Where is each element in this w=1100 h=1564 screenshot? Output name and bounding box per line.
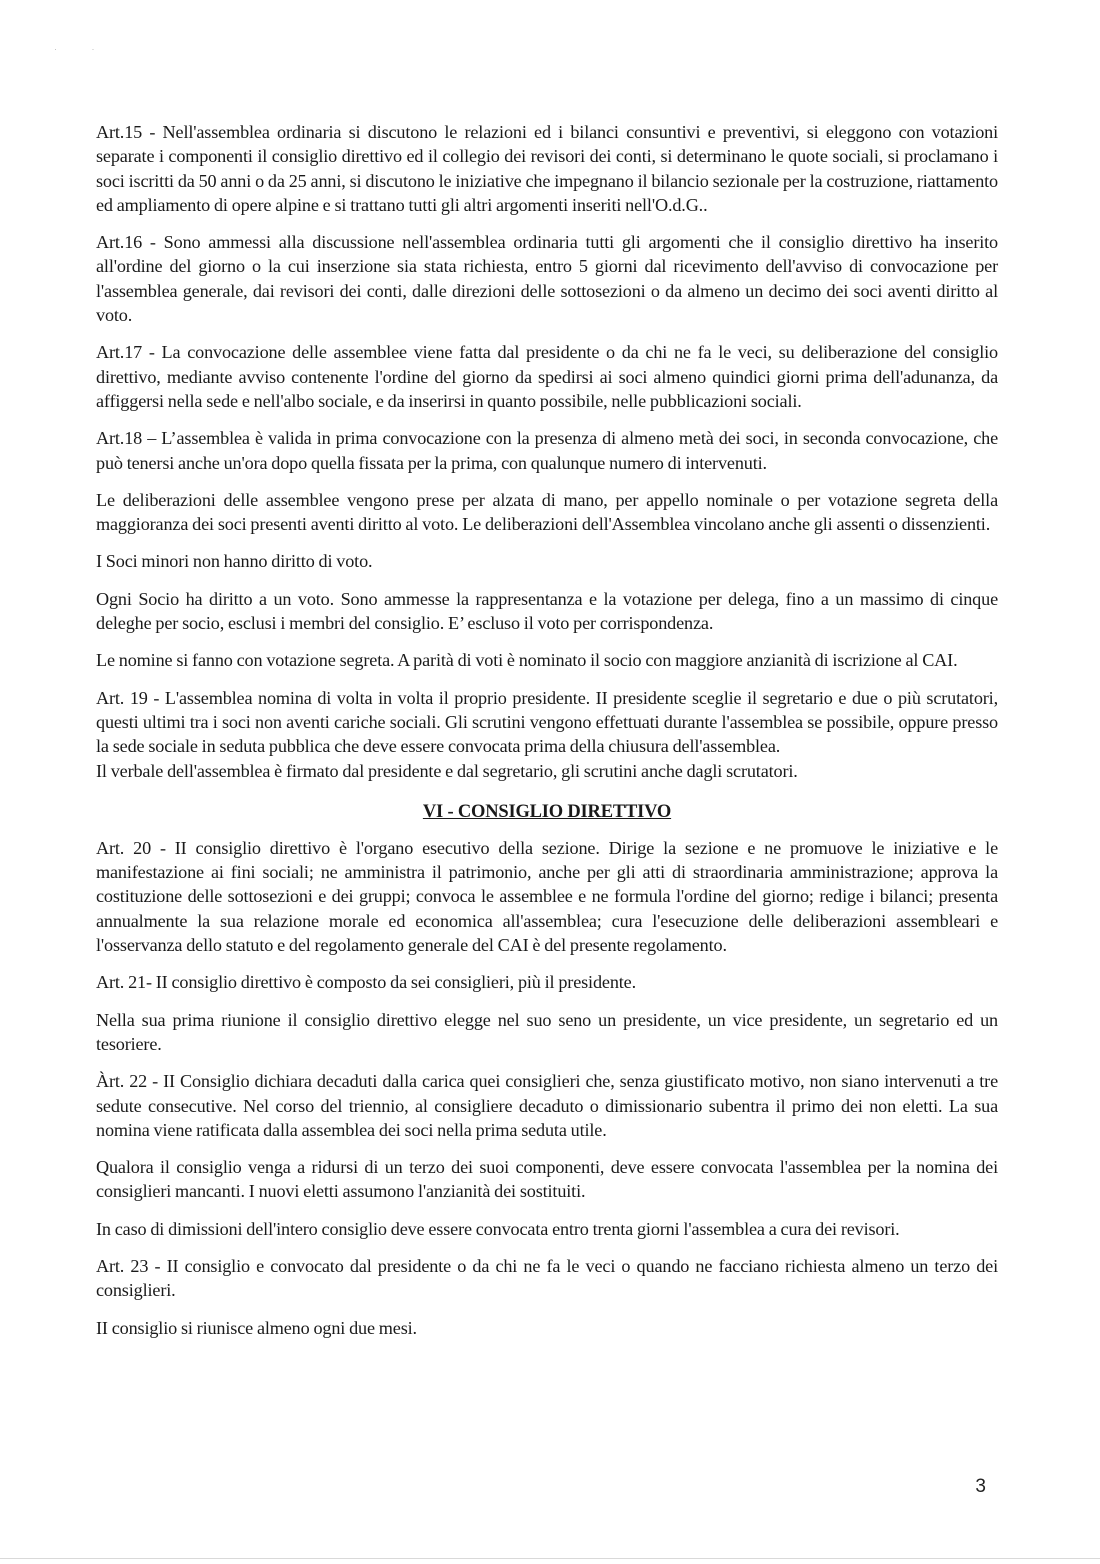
appointments-paragraph: Le nomine si fanno con votazione segreta. A parità di voti è nominato il socio con maggiore anzianità di iscrizione al CAI. [96, 650, 958, 671]
art-20-paragraph: Art. 20 - II consiglio direttivo è l'organo esecutivo della sezione. Dirige la sezione e ne promuove le iniziative e le manifestazione ai fini sociali; ne amministra il patrimonio, anche per gli atti di straordinaria amministrazione; approva la costituzione delle sottosezioni e dei gruppi; convoca le assemblee e ne formula l'ordine del giorno; redige i bilanci; presenta annualmente la sua relazione morale ed economica all'assemblea; cura l'esecuzione delle deliberazioni assembleari e l'osservanza dello statuto e del regolamento generale del CAI è del presente regolamento. [96, 837, 998, 956]
page-number: 3 [975, 1476, 986, 1497]
resignation-paragraph: In caso di dimissioni dell'intero consiglio deve essere convocata entro trenta giorni l'assemblea a cura dei revisori. [96, 1218, 900, 1239]
scan-edge-line [0, 1558, 1100, 1559]
section-title: VI - CONSIGLIO DIRETTIVO [422, 801, 672, 822]
minutes-paragraph: Il verbale dell'assemblea è firmato dal presidente e dal segretario, gli scrutini anche dagli scrutatori. [96, 760, 798, 781]
art-15-paragraph: Art.15 - Nell'assemblea ordinaria si discutono le relazioni ed i bilanci consuntivi e preventivi, si eleggono con votazioni separate i componenti il consiglio direttivo ed il collegio dei revisori dei conti, si determinano le quote sociali, si proclamano i soci iscritti da 50 anni o da 25 anni, si discutono le iniziative che impegnano il bilancio sezionale per la costruzione, riattamento ed ampliamento di opere alpine e si trattano tutti gli altri argomenti inseriti nell'O.d.G.. [96, 122, 998, 215]
deliberations-paragraph: Le deliberazioni delle assemblee vengono prese per alzata di mano, per appello nominale o per votazione segreta della maggioranza dei soci presenti aventi diritto al voto. Le deliberazioni dell'Assemblea vincolano anche gli assenti o dissenzienti. [96, 489, 998, 535]
council-reduction-paragraph: Qualora il consiglio venga a ridursi di un terzo dei suoi componenti, deve essere convocata l'assemblea per la nomina dei consiglieri mancanti. I nuovi eletti assumono l'anzianità dei sostituiti. [96, 1157, 998, 1202]
minor-members-paragraph: I Soci minori non hanno diritto di voto. [96, 551, 373, 572]
meeting-frequency-paragraph: II consiglio si riunisce almeno ogni due mesi. [96, 1317, 417, 1338]
first-meeting-paragraph: Nella sua prima riunione il consiglio direttivo elegge nel suo seno un presidente, un vice presidente, un segretario ed un tesoriere. [96, 1009, 998, 1054]
art-23-paragraph: Art. 23 - II consiglio e convocato dal presidente o da chi ne fa le veci o quando ne facciano richiesta almeno un terzo dei consiglieri. [96, 1255, 998, 1301]
art-16-paragraph: Art.16 - Sono ammessi alla discussione nell'assemblea ordinaria tutti gli argomenti che il consiglio direttivo ha inserito all'ordine del giorno o la cui inserzione sia stata richiesta, entro 5 giorni dal ricevimento dell'avviso di convocazione per l'assemblea generale, dai revisori dei conti, dalle direzioni delle sottosezioni o da almeno un decimo dei soci aventi diritto al voto. [96, 232, 998, 326]
art-17-paragraph: Art.17 - La convocazione delle assemblee viene fatta dal presidente o da chi ne fa le veci, su deliberazione del consiglio direttivo, mediante avviso contenente l'ordine del giorno da spedirsi ai soci almeno quindici giorni prima dell'adunanza, da affiggersi nella sede e nell'albo sociale, e da inserirsi in quanto possibile, nelle pubblicazioni sociali. [96, 342, 998, 411]
art-18-paragraph: Art.18 – L’assemblea è valida in prima convocazione con la presenza di almeno metà dei soci, in seconda convocazione, che può tenersi anche un'ora dopo quella fissata per la prima, con qualunque numero di intervenuti. [96, 428, 998, 473]
art-22-paragraph: Àrt. 22 - II Consiglio dichiara decaduti dalla carica quei consiglieri che, senza giustificato motivo, non siano intervenuti a tre sedute consecutive. Nel corso del triennio, al consigliere decaduto o dimissionario subentra il primo dei non eletti. La sua nomina viene ratificata dalla assemblea dei soci nella prima seduta utile. [96, 1071, 998, 1140]
art-21-paragraph: Art. 21- II consiglio direttivo è composto da sei consiglieri, più il presidente. [96, 972, 636, 993]
page-content [96, 120, 998, 1353]
scan-artifact: · · [54, 44, 111, 54]
art-19-paragraph: Art. 19 - L'assemblea nomina di volta in volta il proprio presidente. II presidente sceglie il segretario e due o più scrutatori, questi ultimi tra i soci non aventi cariche sociali. Gli scrutini vengono effettuati durante l'assemblea se possibile, oppure presso la sede sociale in seduta pubblica che deve essere convocata prima della chiusura dell'assemblea. [96, 687, 998, 757]
voting-rights-paragraph: Ogni Socio ha diritto a un voto. Sono ammesse la rappresentanza e la votazione per delega, fino a un massimo di cinque deleghe per socio, esclusi i membri del consiglio. E’ escluso il voto per corrispondenza. [96, 588, 998, 634]
